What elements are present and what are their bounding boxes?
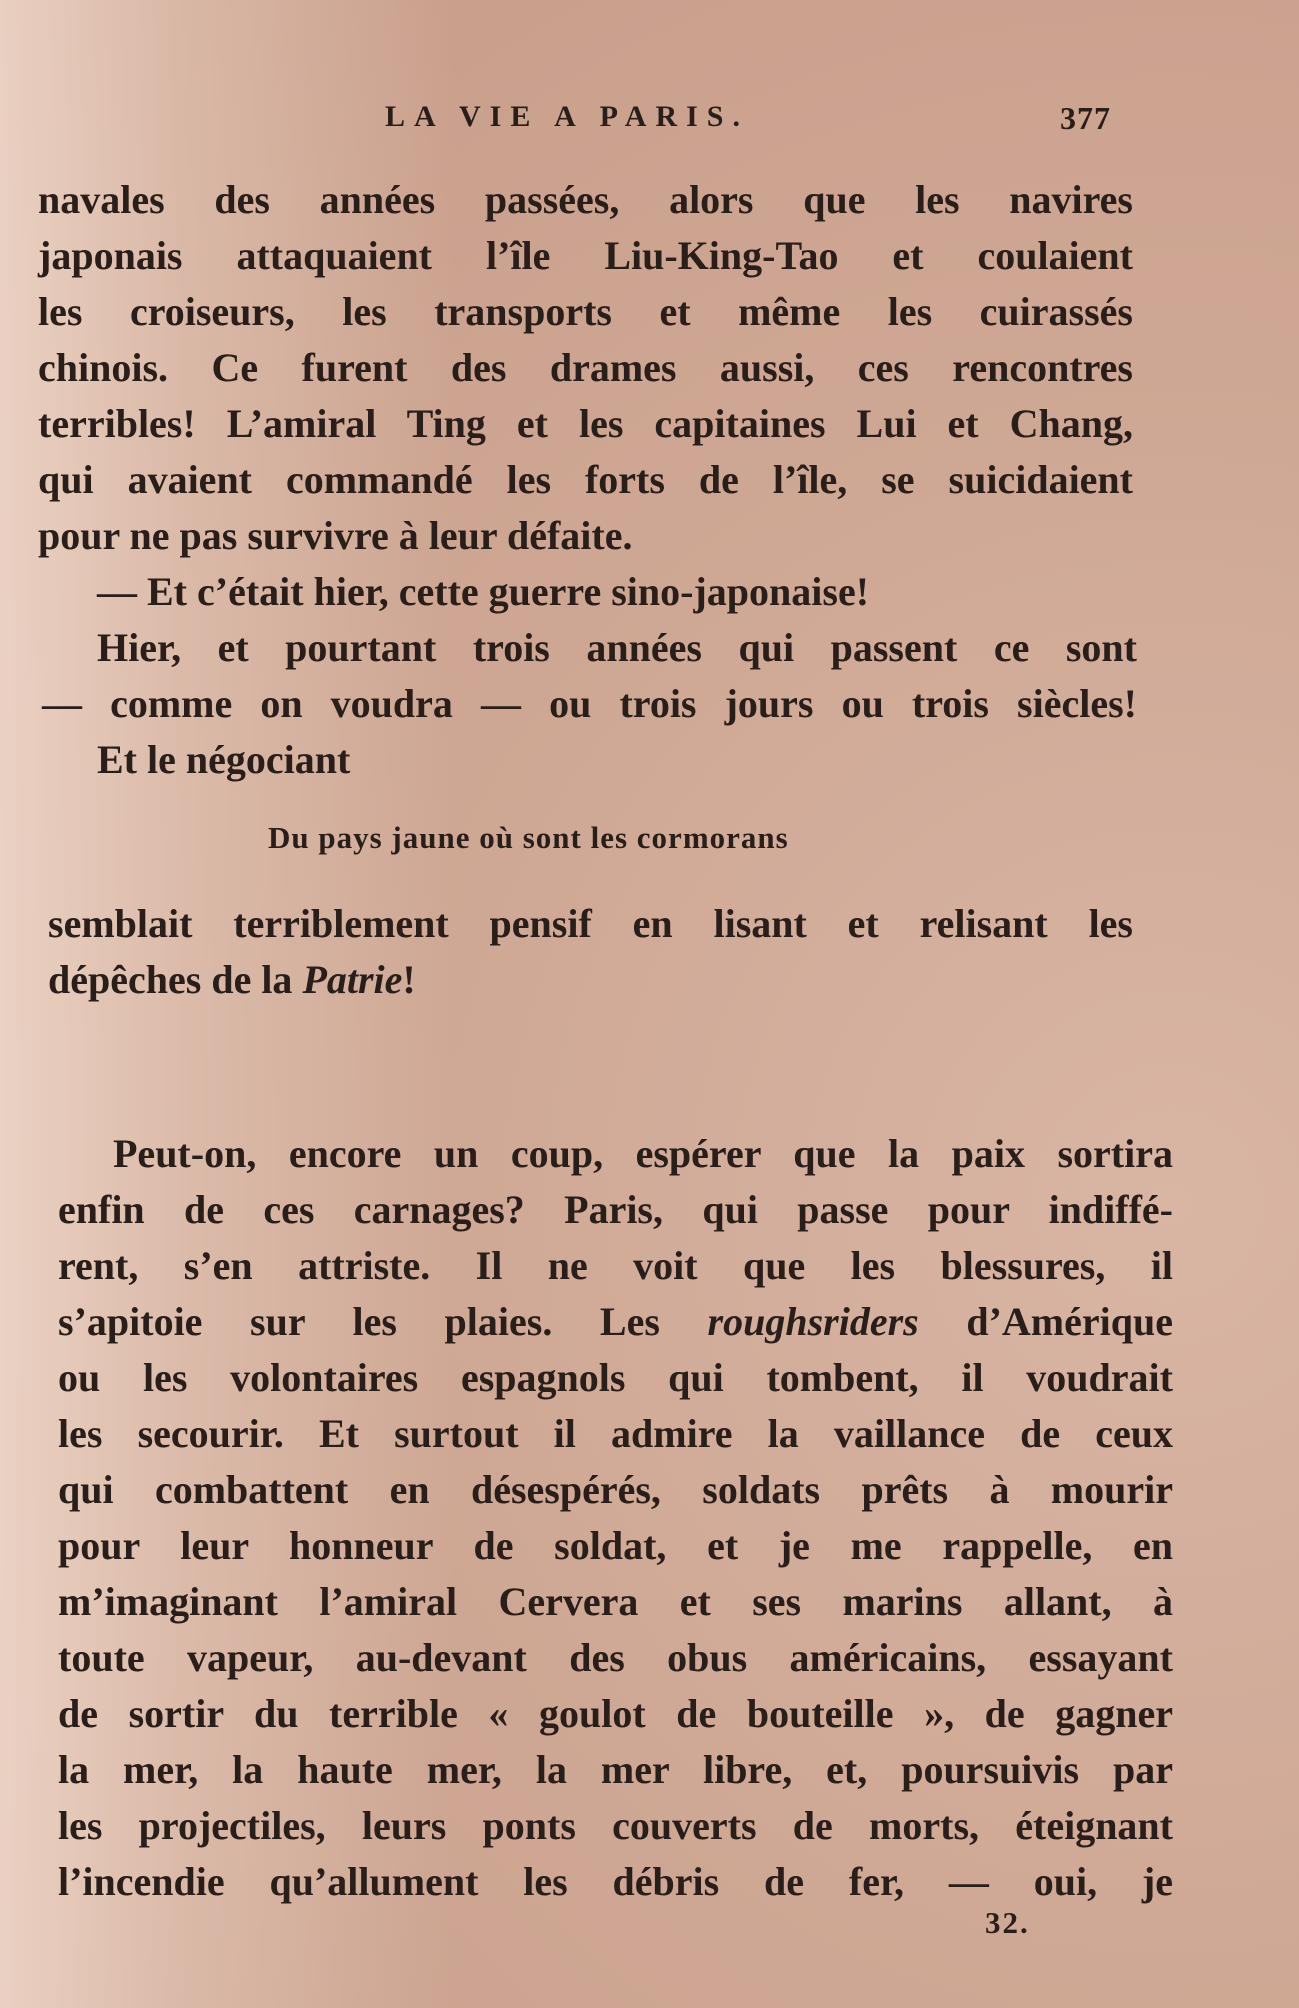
text-line: Peut-on, encore un coup, espérer que la paix sortira	[113, 1131, 1173, 1176]
text-line: terribles! L’amiral Ting et les capitaines Lui et Chang,	[38, 401, 1133, 446]
text-line: Hier, et pourtant trois années qui passent ce sont	[97, 625, 1137, 670]
text-segment: !	[402, 957, 416, 1002]
text-line: — comme on voudra — ou trois jours ou trois siècles!	[42, 681, 1137, 726]
text-line: rent, s’en attriste. Il ne voit que les blessures, il	[58, 1243, 1173, 1288]
text-line: ou les volontaires espagnols qui tombent, il voudrait	[58, 1355, 1173, 1400]
text-line: — Et c’était hier, cette guerre sino-japonaise!	[97, 569, 870, 614]
italic-title: Patrie	[302, 957, 403, 1002]
text-line	[48, 952, 1133, 1008]
text-line: pour ne pas survivre à leur défaite.	[38, 513, 633, 558]
text-line: la mer, la haute mer, la mer libre, et, poursuivis par	[58, 1747, 1173, 1792]
text-line: les projectiles, leurs ponts couverts de morts, éteignant	[58, 1803, 1173, 1848]
text-line: chinois. Ce furent des drames aussi, ces rencontres	[38, 345, 1133, 390]
page-number: 377	[1060, 100, 1111, 136]
text-line: m’imaginant l’amiral Cervera et ses marins allant, à	[58, 1579, 1173, 1624]
running-head	[0, 100, 1299, 140]
text-line: navales des années passées, alors que les navires	[38, 177, 1133, 222]
verse-quote: Du pays jaune où sont les cormorans	[268, 820, 789, 855]
text-segment: d’Amérique	[918, 1299, 1173, 1344]
text-line: qui combattent en désespérés, soldats prêts à mourir	[58, 1467, 1173, 1512]
paragraph-2	[42, 564, 1137, 788]
text-line: de sortir du terrible « goulot de bouteille », de gagner	[58, 1691, 1173, 1736]
text-line: les croiseurs, les transports et même les cuirassés	[38, 289, 1133, 334]
signature-mark: 32.	[985, 1905, 1030, 1940]
paragraph-3	[48, 896, 1133, 1008]
paragraph-4	[58, 1126, 1173, 1910]
text-segment: s’apitoie sur les plaies. Les	[58, 1299, 708, 1344]
text-line: les secourir. Et surtout il admire la vaillance de ceux	[58, 1411, 1173, 1456]
text-line: japonais attaquaient l’île Liu-King-Tao et coulaient	[38, 233, 1133, 278]
text-line: toute vapeur, au-devant des obus américains, essayant	[58, 1635, 1173, 1680]
text-line: l’incendie qu’allument les débris de fer, — oui, je	[58, 1859, 1173, 1904]
text-line: qui avaient commandé les forts de l’île, se suicidaient	[38, 457, 1133, 502]
text-line: semblait terriblement pensif en lisant et relisant les	[48, 901, 1133, 946]
text-line: enfin de ces carnages? Paris, qui passe pour indiffé-	[58, 1187, 1173, 1232]
text-segment: dépêches de la	[48, 957, 303, 1002]
paragraph-1	[38, 172, 1133, 564]
text-line: pour leur honneur de soldat, et je me rappelle, en	[58, 1523, 1173, 1568]
running-head-title: LA VIE A PARIS.	[385, 100, 749, 133]
text-line	[58, 1294, 1173, 1350]
text-line: Et le négociant	[97, 737, 351, 782]
italic-term: roughsriders	[707, 1299, 919, 1344]
